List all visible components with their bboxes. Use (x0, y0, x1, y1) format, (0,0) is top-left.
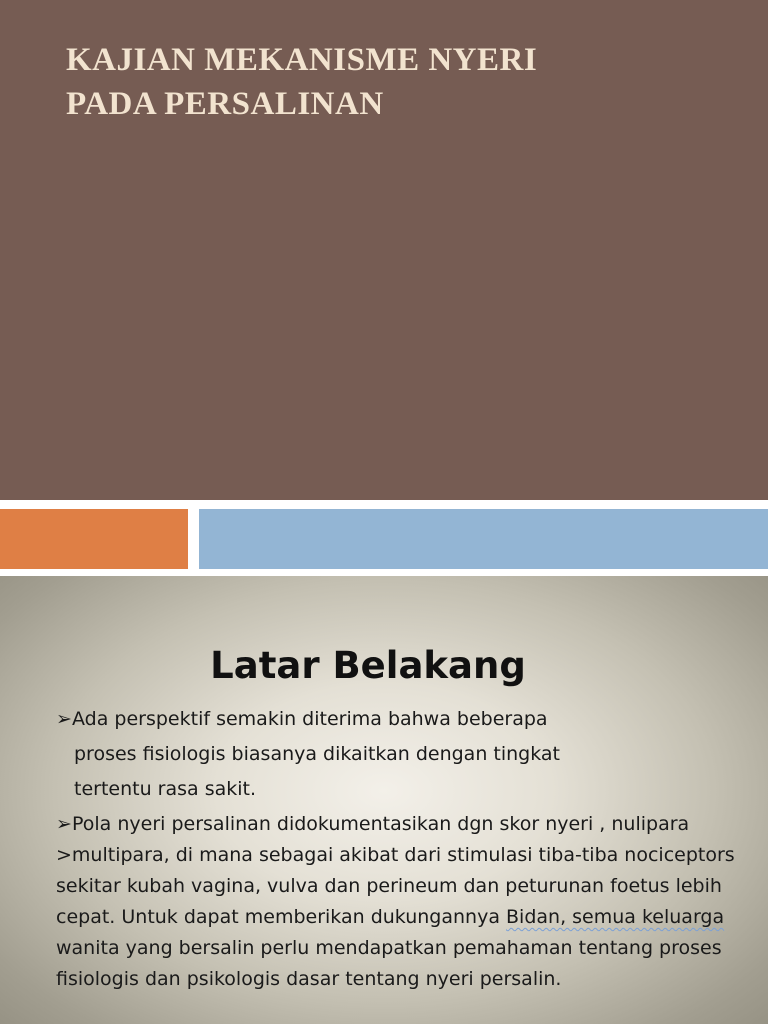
bullet-1-line-2: proses fisiologis biasanya dikaitkan dengan tingkat (74, 743, 560, 765)
title-slide (0, 0, 768, 500)
accent-bar-blue (199, 509, 768, 569)
spellcheck-underlined-text: Bidan, semua keluarga (506, 906, 725, 928)
bullet-item-2 (56, 809, 746, 995)
content-slide-title: Latar Belakang (210, 644, 526, 687)
arrow-bullet-icon: ➢ (56, 708, 72, 730)
bullet-1-line-1: Ada perspektif semakin diterima bahwa beberapa (72, 708, 548, 730)
bullet-item-1 (56, 702, 746, 807)
bullet-2-text-part-1: Pola nyeri persalinan didokumentasikan dgn skor nyeri , nulipara >multipara, di mana sebagai akibat dari stimulasi tiba-tiba nociceptors sekitar kubah vagina, vulva dan perineum dan peturunan foetus lebih cepat. Untuk dapat memberikan dukungannya (56, 813, 735, 928)
bullet-list (56, 702, 746, 995)
bullet-1-line-3: tertentu rasa sakit. (74, 778, 257, 800)
accent-bar-orange (0, 509, 188, 569)
slide-title-line-1: KAJIAN MEKANISME NYERI (66, 42, 538, 78)
content-slide (0, 576, 768, 1024)
slide-title (66, 38, 706, 126)
arrow-bullet-icon: ➢ (56, 813, 72, 835)
bullet-2-text-part-2: wanita yang bersalin perlu mendapatkan pemahaman tentang proses fisiologis dan psikologis dasar tentang nyeri persalin. (56, 937, 722, 990)
slide-title-line-2: PADA PERSALINAN (66, 86, 384, 122)
